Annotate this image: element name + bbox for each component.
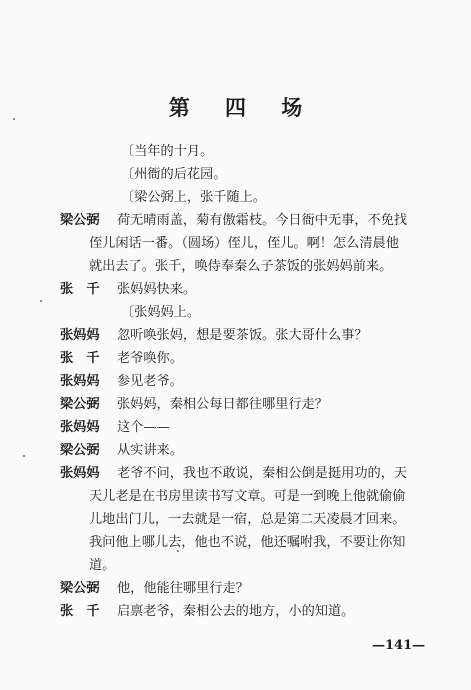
scan-speck [40, 300, 42, 302]
scene-title: 第 四 场 [168, 95, 317, 120]
dialogue-line: 启禀老爷，秦相公去的地方，小的知道。 [117, 604, 355, 619]
dialogue-line: 道。 [89, 558, 116, 573]
speaker-label: 张 千 [60, 604, 100, 619]
stage-direction: 〔张妈妈上。 [121, 305, 201, 320]
stage-direction: 〔梁公弼上，张千随上。 [121, 190, 267, 205]
dialogue-line: 张妈妈，秦相公每日都往哪里行走？ [117, 397, 328, 412]
stage-direction: 〔州衙的后花园。 [121, 167, 227, 182]
scan-speck [13, 118, 15, 120]
dialogue-line: 老爷不问，我也不敢说，秦相公倒是挺用功的，天 [117, 466, 408, 481]
dialogue-line: 张妈妈快来。 [117, 282, 197, 297]
scan-speck [23, 455, 25, 457]
scan-speck [177, 550, 179, 552]
speaker-label: 张妈妈 [60, 374, 100, 389]
dialogue-line: 我问他上哪儿去，他也不说，他还嘱咐我，不要让你知 [89, 535, 406, 550]
dialogue-line: 他，他能往哪里行走？ [117, 581, 249, 596]
dialogue-line: 参见老爷。 [117, 374, 183, 389]
dialogue-line: 老爷唤你。 [117, 351, 183, 366]
dialogue-line: 天儿老是在书房里读书写文章。可是一到晚上他就偷偷 [89, 489, 406, 504]
speaker-label: 张妈妈 [60, 420, 100, 435]
dialogue-line: 侄儿闲话一番。（圆场）侄儿，侄儿。啊！怎么清晨他 [89, 236, 399, 251]
stage-direction: 〔当年的十月。 [121, 144, 214, 159]
dialogue-line: 儿地出门儿，一去就是一宿，总是第二天凌晨才回来。 [89, 512, 406, 527]
speaker-label: 张 千 [60, 282, 100, 297]
dialogue-line: 就出去了。张千，唤侍奉秦么子茶饭的张妈妈前来。 [89, 259, 393, 274]
speaker-label: 张妈妈 [60, 466, 100, 481]
speaker-label: 梁公弼 [60, 581, 100, 596]
dialogue-line: 忽听唤张妈，想是要茶饭。张大哥什么事？ [117, 328, 368, 343]
speaker-label: 张 千 [60, 351, 100, 366]
page-number: —141— [372, 638, 426, 653]
speaker-label: 梁公弼 [60, 443, 100, 458]
dialogue-line: 这个—— [117, 420, 170, 435]
dialogue-line: 荷无晴雨盖，菊有傲霜枝。今日衙中无事，不免找 [117, 213, 408, 228]
speaker-label: 梁公弼 [60, 213, 100, 228]
speaker-label: 张妈妈 [60, 328, 100, 343]
dialogue-line: 从实讲来。 [117, 443, 183, 458]
speaker-label: 梁公弼 [60, 397, 100, 412]
